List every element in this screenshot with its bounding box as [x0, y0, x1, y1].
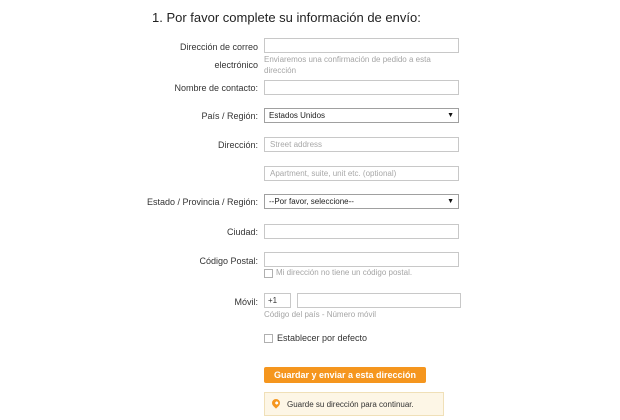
mobile-label: Móvil:: [234, 297, 258, 307]
contact-name-field[interactable]: [264, 80, 459, 95]
email-hint-line1: Enviaremos una confirmación de pedido a esta: [264, 55, 431, 64]
email-label-line2: electrónico: [214, 60, 258, 70]
state-label: Estado / Provincia / Región:: [146, 197, 258, 207]
apartment-field[interactable]: [264, 166, 459, 181]
email-label-line1: Dirección de correo: [179, 42, 258, 52]
set-default-checkbox[interactable]: [264, 334, 273, 343]
mobile-hint: Código del país - Número móvil: [264, 310, 377, 319]
country-selected-value: Estados Unidos: [269, 111, 326, 120]
save-address-button[interactable]: Guardar y enviar a esta dirección: [264, 367, 426, 383]
postal-code-field[interactable]: [264, 252, 459, 267]
dropdown-arrow-icon: ▼: [447, 112, 454, 119]
address-label: Dirección:: [217, 140, 258, 150]
set-default-label: Establecer por defecto: [277, 333, 368, 343]
form-title: 1. Por favor complete su información de envío:: [152, 10, 421, 25]
contact-name-label: Nombre de contacto:: [174, 83, 258, 93]
email-field[interactable]: [264, 38, 459, 53]
email-hint-line2: dirección: [264, 66, 297, 75]
location-pin-icon: [270, 397, 281, 408]
street-address-field[interactable]: [264, 137, 459, 152]
notice-box: [264, 392, 444, 416]
no-postal-code-label: Mi dirección no tiene un código postal.: [276, 268, 413, 277]
country-code-field[interactable]: [264, 293, 291, 308]
city-field[interactable]: [264, 224, 459, 239]
country-label: País / Región:: [201, 111, 258, 121]
notice-message: Guarde su dirección para continuar.: [287, 400, 414, 409]
city-label: Ciudad:: [226, 227, 258, 237]
state-select[interactable]: [264, 194, 459, 209]
no-postal-code-checkbox[interactable]: [264, 269, 273, 278]
state-selected-value: --Por favor, seleccione--: [269, 197, 354, 206]
dropdown-arrow-icon: ▼: [447, 198, 454, 205]
mobile-number-field[interactable]: [297, 293, 461, 308]
postal-code-label: Código Postal:: [199, 256, 258, 266]
country-select[interactable]: [264, 108, 459, 123]
